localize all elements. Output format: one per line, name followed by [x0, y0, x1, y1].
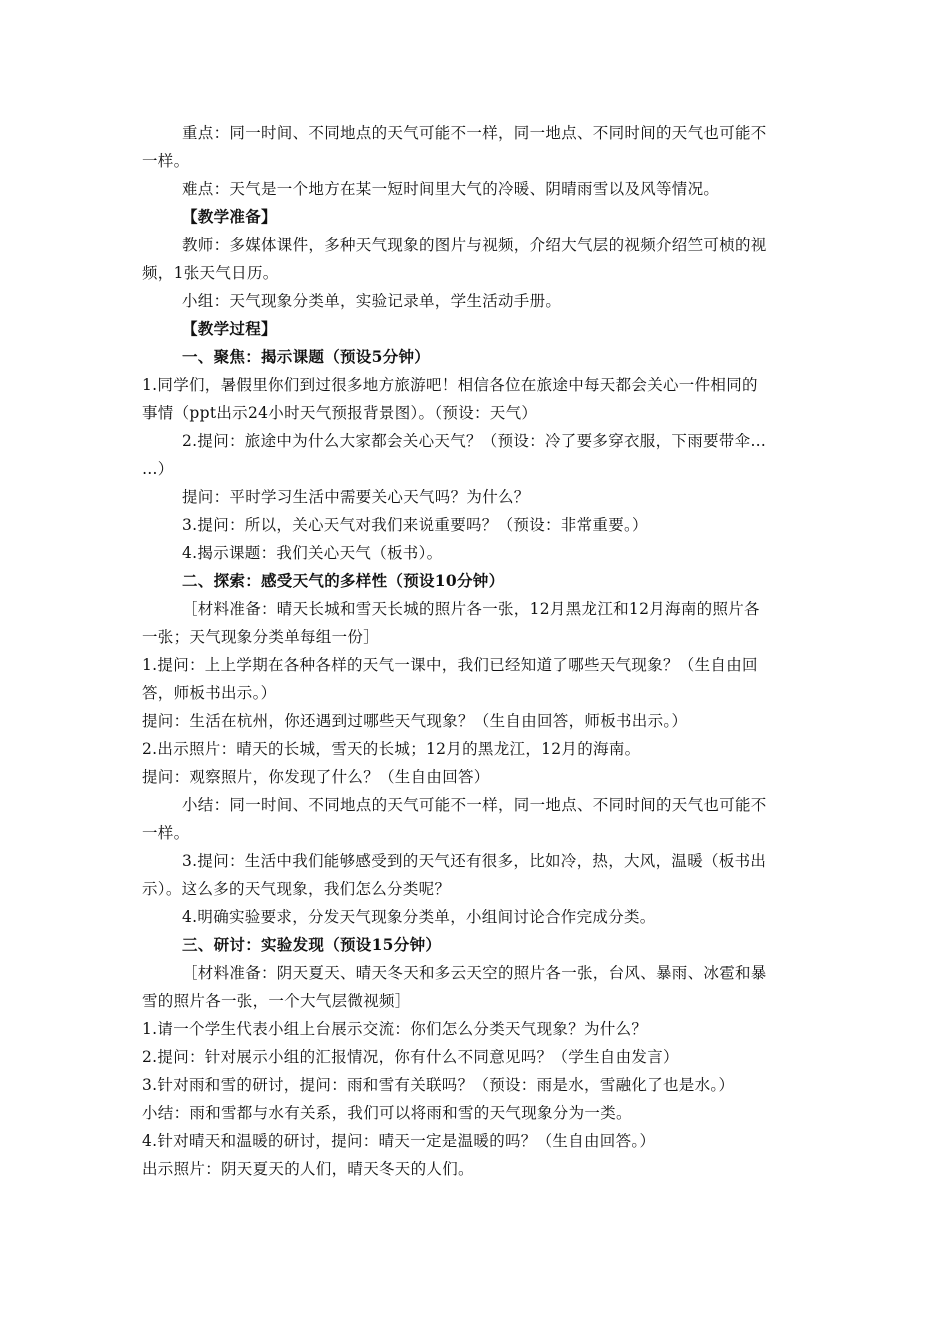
teacher-prep-line-1: 教师：多媒体课件，多种天气现象的图片与视频，介绍大气层的视频介绍竺可桢的视 — [182, 236, 767, 254]
paragraph-line: 2.提问：针对展示小组的汇报情况，你有什么不同意见吗？（学生自由发言） — [142, 1048, 679, 1066]
section-heading-preparation: 【教学准备】 — [182, 207, 277, 226]
teacher-prep-line-2: 频，1张天气日历。 — [142, 264, 279, 282]
materials-line-4: 雪的照片各一张，一个大气层微视频］ — [142, 992, 411, 1010]
paragraph-line: 出示照片：阴天夏天的人们，晴天冬天的人们。 — [142, 1160, 474, 1178]
paragraph-line: 4.针对晴天和温暖的研讨，提问：晴天一定是温暖的吗？（生自由回答。） — [142, 1132, 656, 1150]
materials-line-3: ［材料准备：阴天夏天、晴天冬天和多云天空的照片各一张，台风、暴雨、冰雹和暴 — [182, 964, 767, 982]
paragraph-line: 4.揭示课题：我们关心天气（板书）。 — [182, 544, 443, 562]
paragraph-line: 3.提问：生活中我们能够感受到的天气还有很多，比如冷，热，大风，温暖（板书出 — [182, 852, 767, 870]
paragraph-line: 提问：观察照片，你发现了什么？（生自由回答） — [142, 768, 490, 786]
paragraph-line: 3.针对雨和雪的研讨，提问：雨和雪有关联吗？（预设：雨是水，雪融化了也是水。） — [142, 1076, 735, 1094]
paragraph-line: 提问：平时学习生活中需要关心天气吗？为什么？ — [182, 488, 530, 506]
paragraph-line: 提问：生活在杭州，你还遇到过哪些天气现象？（生自由回答，师板书出示。） — [142, 712, 688, 730]
paragraph-line: 1.同学们，暑假里你们到过很多地方旅游吧！相信各位在旅途中每天都会关心一件相同的 — [142, 376, 758, 394]
paragraph-line: 1.提问：上上学期在各种各样的天气一课中，我们已经知道了哪些天气现象？（生自由回 — [142, 656, 758, 674]
key-point-line-2: 一样。 — [142, 152, 190, 170]
step-heading-explore: 二、探索：感受天气的多样性（预设10分钟） — [182, 571, 505, 590]
difficulty-line: 难点：天气是一个地方在某一短时间里大气的冷暖、阴晴雨雪以及风等情况。 — [182, 180, 720, 198]
summary-line-1: 小结：同一时间、不同地点的天气可能不一样，同一地点、不同时间的天气也可能不 — [182, 796, 767, 814]
group-prep-line: 小组：天气现象分类单，实验记录单，学生活动手册。 — [182, 292, 562, 310]
paragraph-line: 2.提问：旅途中为什么大家都会关心天气？（预设：冷了要多穿衣服，下雨要带伞… — [182, 432, 767, 450]
paragraph-line: 3.提问：所以，关心天气对我们来说重要吗？（预设：非常重要。） — [182, 516, 648, 534]
paragraph-line: 答，师板书出示。） — [142, 684, 277, 702]
paragraph-line: …） — [142, 460, 174, 478]
paragraph-line: 1.请一个学生代表小组上台展示交流：你们怎么分类天气现象？为什么？ — [142, 1020, 648, 1038]
paragraph-line: 2.出示照片：晴天的长城，雪天的长城；12月的黑龙江，12月的海南。 — [142, 740, 641, 758]
section-heading-process: 【教学过程】 — [182, 319, 277, 338]
step-heading-discuss: 三、研讨：实验发现（预设15分钟） — [182, 935, 442, 954]
summary-line-2: 一样。 — [142, 824, 190, 842]
materials-line-2: 一张；天气现象分类单每组一份］ — [142, 628, 380, 646]
step-heading-focus: 一、聚焦：揭示课题（预设5分钟） — [182, 347, 431, 366]
materials-line-1: ［材料准备：晴天长城和雪天长城的照片各一张，12月黑龙江和12月海南的照片各 — [182, 600, 760, 618]
paragraph-line: 示）。这么多的天气现象，我们怎么分类呢？ — [142, 880, 451, 898]
paragraph-line: 4.明确实验要求，分发天气现象分类单，小组间讨论合作完成分类。 — [182, 908, 656, 926]
paragraph-line: 事情（ppt出示24小时天气预报背景图）。（预设：天气） — [142, 404, 538, 422]
paragraph-line: 小结：雨和雪都与水有关系，我们可以将雨和雪的天气现象分为一类。 — [142, 1104, 632, 1122]
key-point-line-1: 重点：同一时间、不同地点的天气可能不一样，同一地点、不同时间的天气也可能不 — [182, 124, 767, 142]
